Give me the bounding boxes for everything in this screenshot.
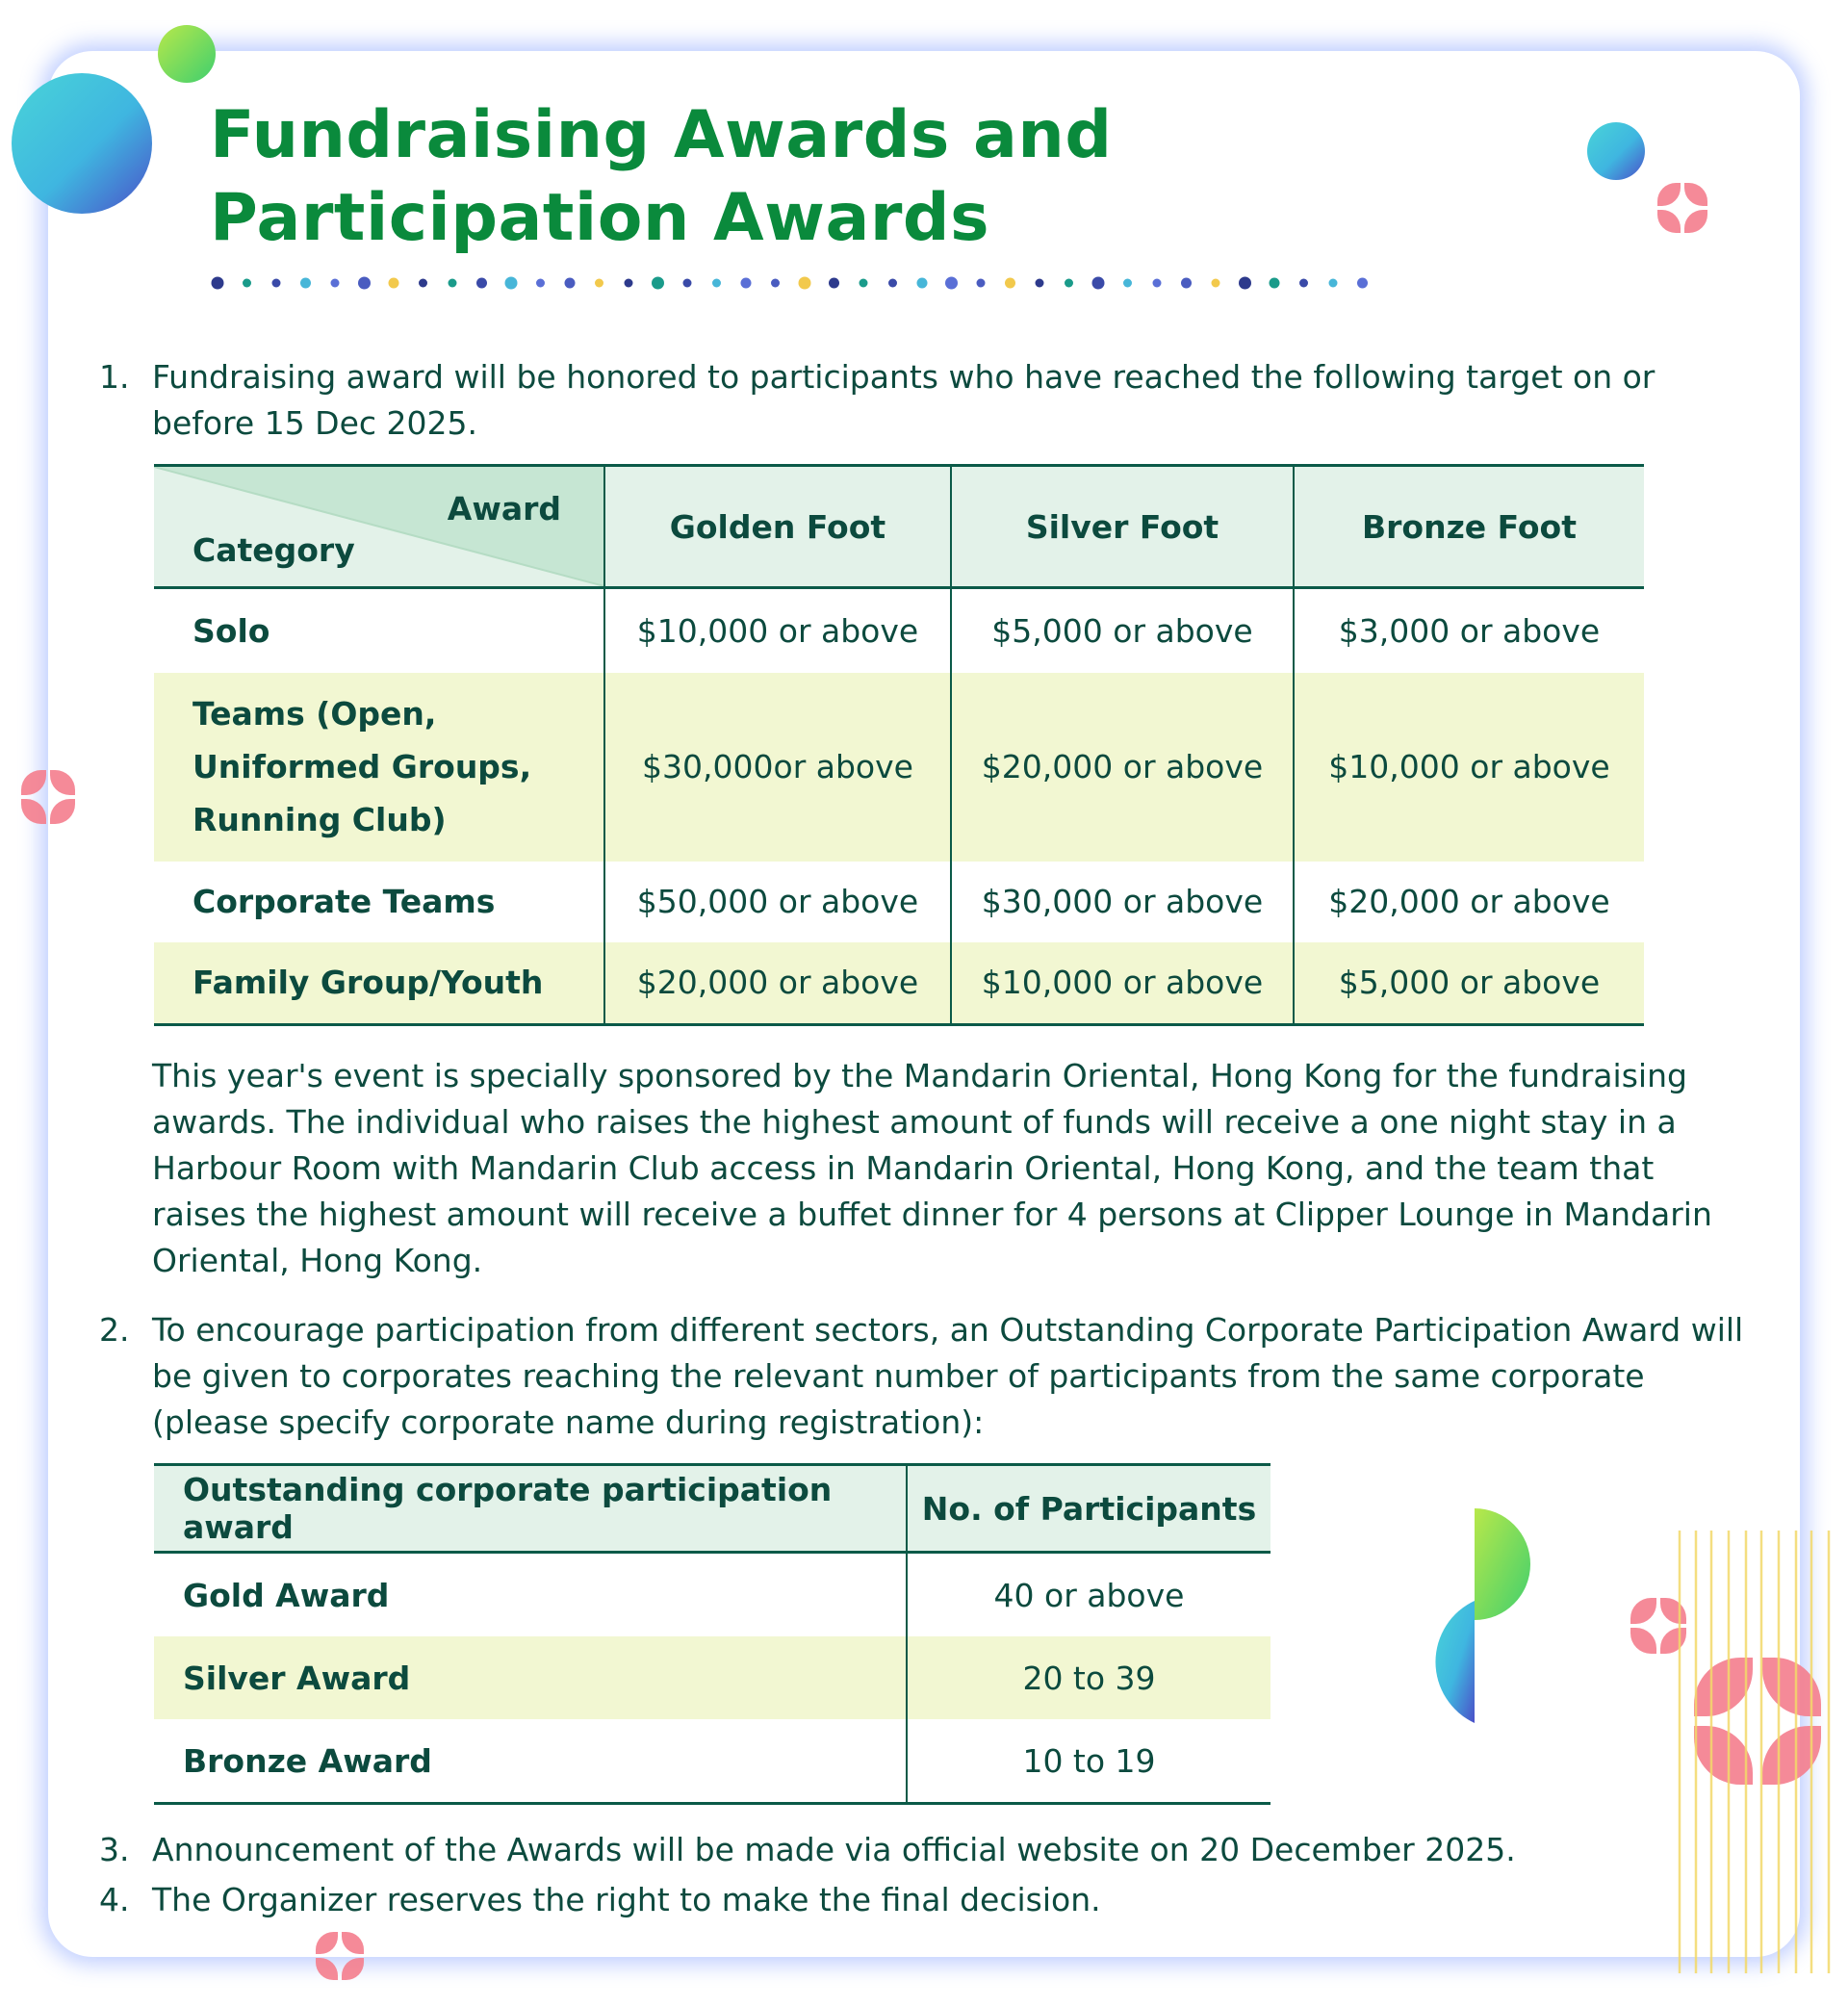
divider-dot	[1123, 279, 1132, 288]
value-cell: $20,000 or above	[951, 673, 1294, 862]
list-number: 1.	[99, 358, 130, 396]
list-text: The Organizer reserves the right to make the final decision.	[152, 1881, 1101, 1918]
divider-dot	[358, 277, 371, 290]
divider-dot	[799, 277, 811, 290]
value-cell: $30,000 or above	[951, 862, 1294, 942]
value-cell: $30,000or above	[604, 673, 951, 862]
table-row	[154, 588, 1644, 673]
divider-dot	[1036, 279, 1044, 288]
award-cell: Gold Award	[154, 1553, 907, 1637]
list-text: Announcement of the Awards will be made via official website on 20 December 2025.	[152, 1831, 1516, 1868]
divider-dot	[1212, 279, 1220, 288]
award-cell: Silver Award	[154, 1636, 907, 1719]
category-cell: Corporate Teams	[154, 862, 604, 942]
value-cell: $3,000 or above	[1294, 588, 1644, 673]
divider-dot	[300, 278, 311, 289]
value-cell: $20,000 or above	[1294, 862, 1644, 942]
divider-dot	[1299, 279, 1308, 288]
divider-dot	[860, 279, 868, 288]
table-row	[154, 862, 1644, 942]
count-cell: 20 to 39	[907, 1636, 1270, 1719]
divider-dot	[565, 278, 576, 289]
decorative-circle-small-green	[156, 23, 218, 85]
divider-dot	[712, 279, 721, 288]
category-cell: Teams (Open, Uniformed Groups, Running Club)	[154, 673, 604, 862]
divider-dot	[1329, 279, 1338, 288]
divider-dot	[243, 279, 251, 288]
page-title: Fundraising Awards and Participation Awards	[210, 97, 1113, 256]
divider-dot	[476, 278, 487, 289]
fundraising-award-table	[154, 464, 1644, 1026]
decorative-circle-top-right	[1586, 121, 1646, 181]
count-cell: 10 to 19	[907, 1719, 1270, 1804]
decorative-circle-large	[10, 71, 154, 216]
flower-decoration-top-right	[1657, 183, 1707, 233]
table-row	[154, 942, 1644, 1025]
divider-dot	[888, 279, 897, 288]
list-text: To encourage participation from different sectors, an Outstanding Corporate Participation Award will be given to corporates reaching the relevant number of participants from the same corporate (please specify corporate name during registration):	[152, 1311, 1744, 1441]
count-cell: 40 or above	[993, 1576, 1185, 1614]
category-cell: Solo	[154, 588, 604, 673]
award-cell: Bronze Award	[154, 1719, 907, 1804]
table-corner-cell	[154, 466, 604, 588]
value-cell: $10,000 or above	[1294, 673, 1644, 862]
divider-dot	[977, 279, 986, 288]
list-number: 4.	[99, 1881, 130, 1918]
sponsor-paragraph: This year's event is specially sponsored by the Mandarin Oriental, Hong Kong for the fundraising awards. The individual who raises the highest amount of funds will receive a one night stay in a Harbour Room with Mandarin Club access in Mandarin Oriental, Hong Kong, and the team that raises the highest amount will receive a buffet dinner for 4 persons at Clipper Lounge in Mandarin Oriental, Hong Kong.	[152, 1057, 1712, 1279]
divider-dot	[1239, 277, 1251, 290]
table-header-row	[154, 466, 1644, 588]
list-number: 3.	[99, 1831, 130, 1868]
divider-dot	[419, 279, 427, 288]
divider-dot	[1357, 278, 1368, 289]
value-cell: $10,000 or above	[951, 942, 1294, 1025]
divider-dot	[212, 277, 224, 290]
divider-dot	[505, 277, 518, 290]
divider-dot	[1270, 278, 1280, 289]
divider-dot	[1181, 278, 1192, 289]
list-item-3	[0, 1827, 1848, 1875]
value-cell: $10,000 or above	[604, 588, 951, 673]
column-header: Silver Foot	[951, 466, 1294, 588]
table-header-row	[154, 1465, 1270, 1553]
divider-dot	[1153, 279, 1162, 288]
value-cell: $50,000 or above	[604, 862, 951, 942]
column-header: Golden Foot	[604, 466, 951, 588]
divider-dot	[449, 279, 457, 288]
divider-dot	[389, 278, 399, 289]
half-circle-decoration	[1405, 1506, 1530, 1728]
list-number: 2.	[99, 1311, 130, 1349]
divider-dot	[272, 279, 281, 288]
list-item-4	[0, 1877, 1848, 1925]
flower-decoration-bottom	[316, 1932, 364, 1980]
table-row	[154, 673, 1644, 862]
corporate-participation-table	[154, 1463, 1270, 1805]
corner-category-label: Category	[192, 531, 355, 569]
column-header: Outstanding corporate participation award	[154, 1465, 907, 1553]
list-item-1	[0, 354, 1848, 450]
list-text: Fundraising award will be honored to participants who have reached the following target on or before 15 Dec 2025.	[152, 358, 1656, 442]
column-header: No. of Participants	[907, 1465, 1270, 1553]
table-row	[154, 1553, 1270, 1637]
divider-dot	[945, 277, 958, 290]
value-cell: $5,000 or above	[951, 588, 1294, 673]
table-row	[154, 1636, 1270, 1719]
dotted-divider	[210, 271, 1384, 295]
divider-dot	[536, 279, 545, 288]
column-header: Bronze Foot	[1294, 466, 1644, 588]
divider-dot	[652, 277, 664, 290]
divider-dot	[595, 279, 603, 288]
table-row	[154, 1719, 1270, 1804]
divider-dot	[771, 279, 780, 288]
category-cell: Family Group/Youth	[154, 942, 604, 1025]
divider-dot	[1005, 278, 1015, 289]
divider-dot	[741, 278, 752, 289]
divider-dot	[625, 279, 633, 288]
corner-award-label: Award	[447, 490, 561, 527]
flower-decoration-left	[21, 770, 75, 824]
list-item-2	[0, 1307, 1848, 1452]
divider-dot	[1092, 277, 1105, 290]
divider-dot	[331, 279, 340, 288]
divider-dot	[1065, 279, 1073, 288]
divider-dot	[683, 279, 692, 288]
value-cell: $20,000 or above	[604, 942, 951, 1025]
divider-dot	[917, 278, 928, 289]
value-cell: $5,000 or above	[1294, 942, 1644, 1025]
divider-dot	[829, 278, 839, 289]
